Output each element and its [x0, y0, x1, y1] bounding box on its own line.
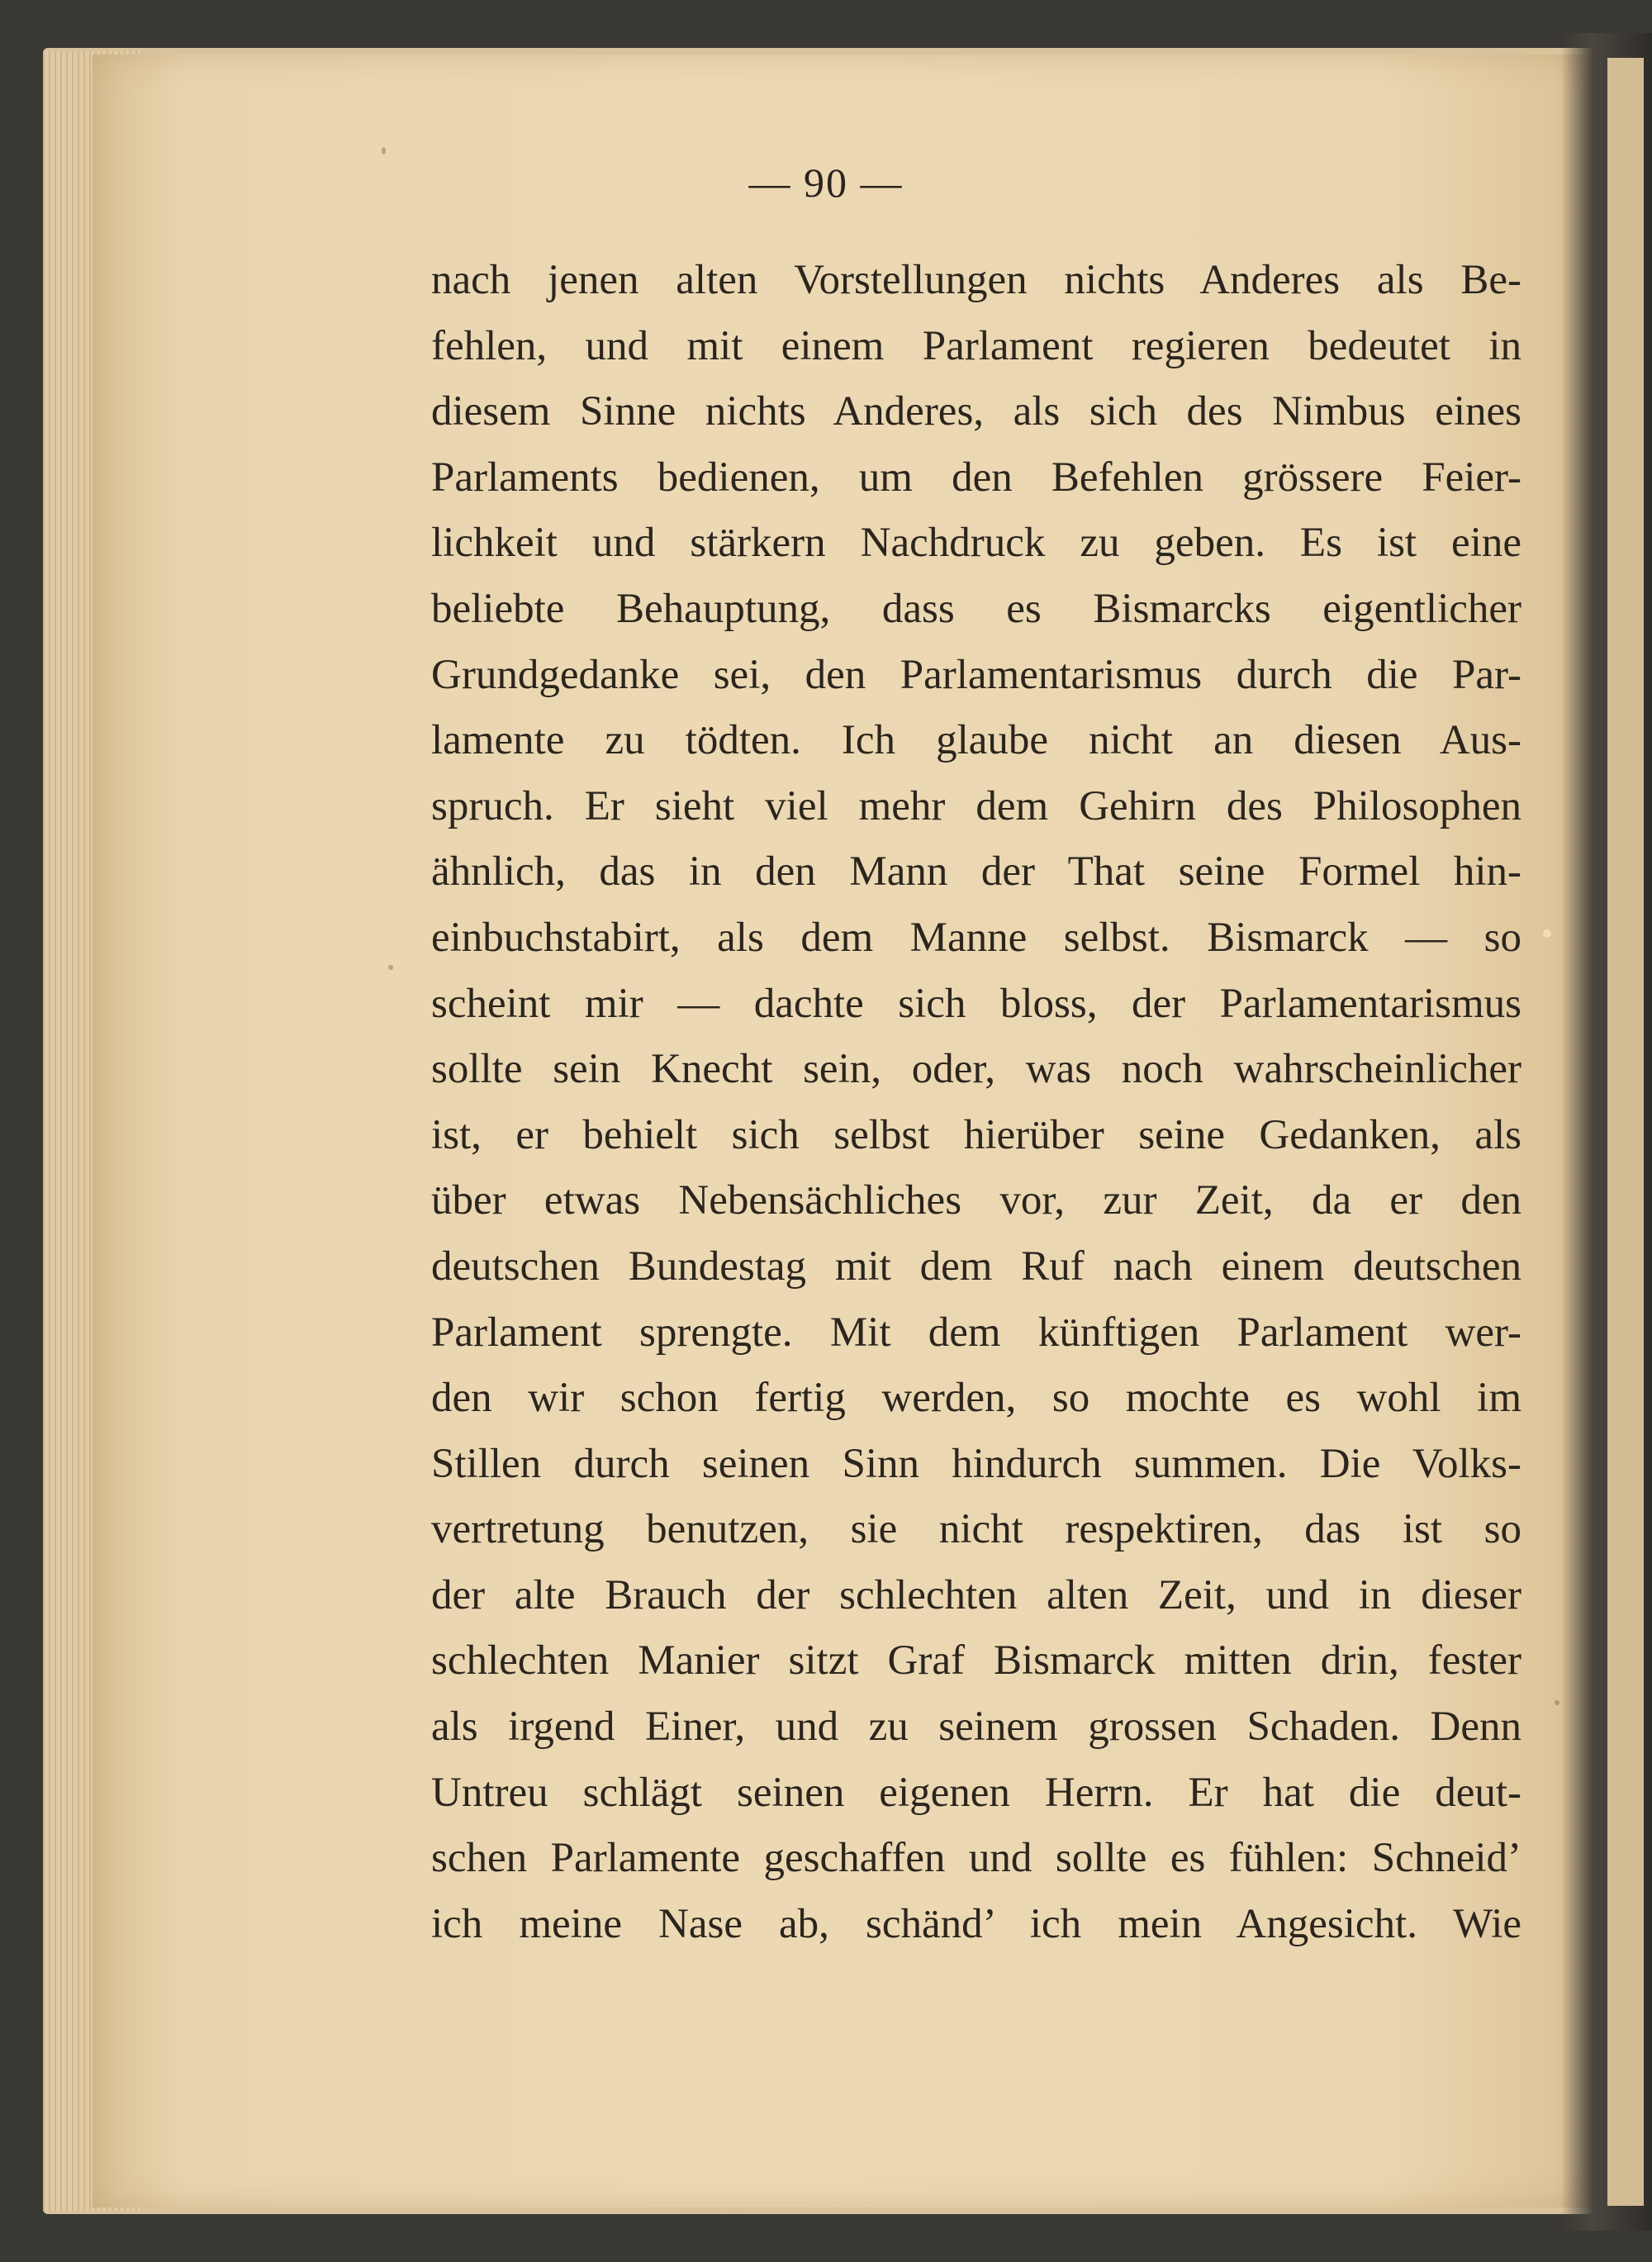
paper-speck [388, 965, 393, 970]
text-line: Parlaments bedienen, um den Befehlen grössere Feier- [431, 454, 1521, 501]
text-line: lamente zu tödten. Ich glaube nicht an diesen Aus- [431, 717, 1521, 764]
body-text [431, 248, 1521, 1957]
text-line: fehlen, und mit einem Parlament regieren bedeutet in [431, 322, 1521, 369]
text-line: schlechten Manier sitzt Graf Bismarck mitten drin, fester [431, 1637, 1521, 1685]
text-line: scheint mir — dachte sich bloss, der Parlamentarismus [431, 980, 1521, 1027]
paper-speck [1555, 1700, 1559, 1705]
text-line: Parlament sprengte. Mit dem künftigen Parlament wer- [431, 1309, 1521, 1356]
text-line: nach jenen alten Vorstellungen nichts Anderes als Be- [431, 257, 1521, 303]
text-line: diesem Sinne nichts Anderes, als sich des Nimbus eines [431, 388, 1521, 435]
text-line: beliebte Behauptung, dass es Bismarcks eigentlicher [431, 585, 1521, 632]
text-line: einbuchstabirt, als dem Manne selbst. Bismarck — so [431, 914, 1521, 961]
paper-speck [382, 147, 386, 154]
gutter-paper-edge [1607, 58, 1644, 2206]
text-line: lichkeit und stärkern Nachdruck zu geben. Es ist eine [431, 520, 1521, 567]
text-line: den wir schon fertig werden, so mochte es wohl im [431, 1375, 1521, 1422]
text-line: deutschen Bundestag mit dem Ruf nach einem deutschen [431, 1243, 1521, 1290]
text-line: ähnlich, das in den Mann der That seine Formel hin- [431, 848, 1521, 896]
text-line: schen Parlamente geschaffen und sollte es fühlen: Schneid’ [431, 1835, 1521, 1882]
text-line: als irgend Einer, und zu seinem grossen Schaden. Denn [431, 1704, 1521, 1751]
text-line: der alte Brauch der schlechten alten Zeit, und in dieser [431, 1571, 1521, 1618]
text-line: über etwas Nebensächliches vor, zur Zeit, da er den [431, 1177, 1521, 1224]
text-line: ich meine Nase ab, schänd’ ich mein Angesicht. Wie [431, 1900, 1521, 1947]
text-line: ist, er behielt sich selbst hierüber seine Gedanken, als [431, 1111, 1521, 1158]
text-line: spruch. Er sieht viel mehr dem Gehirn des Philosophen [431, 782, 1521, 829]
page-number: — 90 — [748, 159, 904, 206]
text-line: Grundgedanke sei, den Parlamentarismus durch die Par- [431, 651, 1521, 698]
text-line: Untreu schlägt seinen eigenen Herrn. Er hat die deut- [431, 1769, 1521, 1816]
text-line: Stillen durch seinen Sinn hindurch summen. Die Volks- [431, 1440, 1521, 1487]
text-line: vertretung benutzen, sie nicht respektiren, das ist so [431, 1506, 1521, 1553]
paper-speck [1543, 929, 1551, 938]
text-line: sollte sein Knecht sein, oder, was noch wahrscheinlicher [431, 1046, 1521, 1093]
